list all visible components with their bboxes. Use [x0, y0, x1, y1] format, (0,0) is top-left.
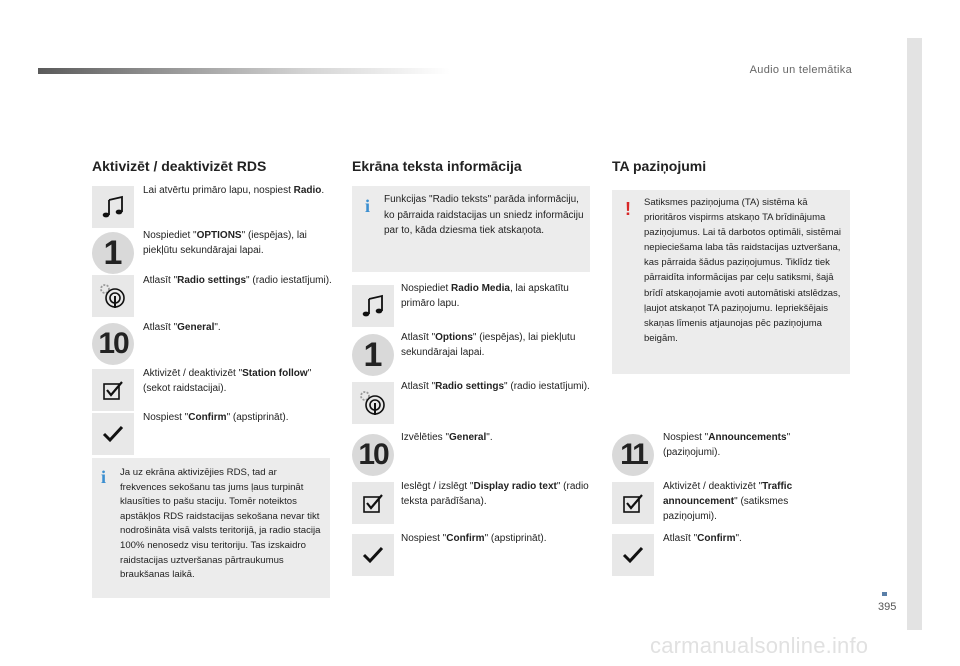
header-title: Audio un telemātika [749, 64, 852, 76]
info-icon: i [365, 196, 371, 216]
radio-text-step-display: Ieslēgt / izslēgt "Display radio text" (radio teksta parādīšana). [401, 481, 589, 507]
radio-text-info-note [352, 186, 590, 272]
ta-warning-note [612, 190, 850, 374]
radio-text-step-open: Nospiediet Radio Media, lai apskatītu primāro lapu. [401, 283, 569, 309]
ta-warning-note-text: Satiksmes paziņojuma (TA) sistēma kā prioritāros vispirms atskaņo TA brīdinājuma paziņojumus. Lai tā darbotos optimāli, sistēmai nepieciešama laba tās raidstacijas uztveršana, kas pārraida šādus paziņojumus. Tiklīdz tiek pārraidīta informācijas par ceļu satiksmi, šajā brīdī atskaņojamie avoti automātiski atslēdzas, ļaujot atskaņot TA paziņojumu. Iepriekšējais skaņas līmenis atjaunojas pēc paziņojuma beigām. [644, 197, 841, 344]
heading-radio-text: Ekrāna teksta informācija [352, 158, 522, 174]
warning-icon: ! [625, 199, 631, 219]
rds-step-radio-settings: Atlasīt "Radio settings" (radio iestatījumi). [143, 275, 332, 286]
step-number-11: 11 [612, 434, 654, 476]
watermark: carmanualsonline.info [650, 633, 869, 658]
radio-text-step-confirm: Nospiest "Confirm" (apstiprināt). [401, 533, 547, 544]
page-marker [882, 592, 887, 596]
checkbox-toggle-icon [92, 369, 134, 411]
header-decor-bar [38, 68, 450, 74]
heading-rds: Aktivizēt / deaktivizēt RDS [92, 158, 267, 174]
rds-info-note-text: Ja uz ekrāna aktivizējies RDS, tad ar frekvences sekošanu tas jums ļaus turpināt klausīties to pašu staciju. Tomēr noteiktos apstākļos RDS raidstacijas sekošana nevar tikt nodrošināta visā valsts teritorijā, ja radio stacija 100% nenosedz visu teritoriju. Tas izskaidro raidstacijas uztveršanas pārtraukumus braukšanas laikā. [120, 467, 321, 581]
info-icon: i [101, 467, 107, 487]
rds-step-station-follow: Aktivizēt / deaktivizēt "Station follow" (sekot raidstacijai). [143, 368, 312, 394]
radio-settings-icon [92, 275, 134, 317]
rds-info-note [92, 458, 330, 598]
step-number-10: 10 [352, 434, 394, 476]
step-number-10: 10 [92, 323, 134, 365]
checkbox-toggle-icon [352, 482, 394, 524]
heading-ta: TA paziņojumi [612, 158, 707, 174]
rds-step-general: Atlasīt "General". [143, 322, 221, 333]
radio-text-step-general: Izvēlēties "General". [401, 432, 493, 443]
ta-step-announcements: Nospiest "Announcements" (paziņojumi). [663, 432, 791, 458]
radio-settings-icon [352, 382, 394, 424]
ta-step-traffic: Aktivizēt / deaktivizēt "Traffic announcement" (satiksmes paziņojumi). [663, 481, 793, 522]
radio-text-step-options: Atlasīt "Options" (iespējas), lai piekļutu sekundārajai lapai. [401, 332, 576, 358]
music-note-icon [92, 186, 134, 228]
radio-text-step-radio-settings: Atlasīt "Radio settings" (radio iestatījumi). [401, 381, 590, 392]
step-number-1: 1 [352, 334, 394, 376]
radio-text-info-note-text: Funkcijas "Radio teksts" parāda informāciju, ko pārraida raidstacijas un sniedz informāciju par to, kāda dziesma tiek atskaņota. [384, 194, 584, 236]
step-number-1: 1 [92, 232, 134, 274]
music-note-icon [352, 285, 394, 327]
checkmark-icon [612, 534, 654, 576]
checkmark-icon [92, 413, 134, 455]
side-strip [907, 38, 922, 630]
ta-step-confirm: Atlasīt "Confirm". [663, 533, 742, 544]
checkmark-icon [352, 534, 394, 576]
rds-step-open-radio: Lai atvērtu primāro lapu, nospiest Radio. [143, 185, 325, 196]
rds-step-confirm: Nospiest "Confirm" (apstiprināt). [143, 412, 289, 423]
page-number: 395 [878, 601, 897, 613]
rds-step-options: Nospiediet "OPTIONS" (iespējas), lai piekļūtu sekundārajai lapai. [143, 230, 307, 256]
checkbox-toggle-icon [612, 482, 654, 524]
